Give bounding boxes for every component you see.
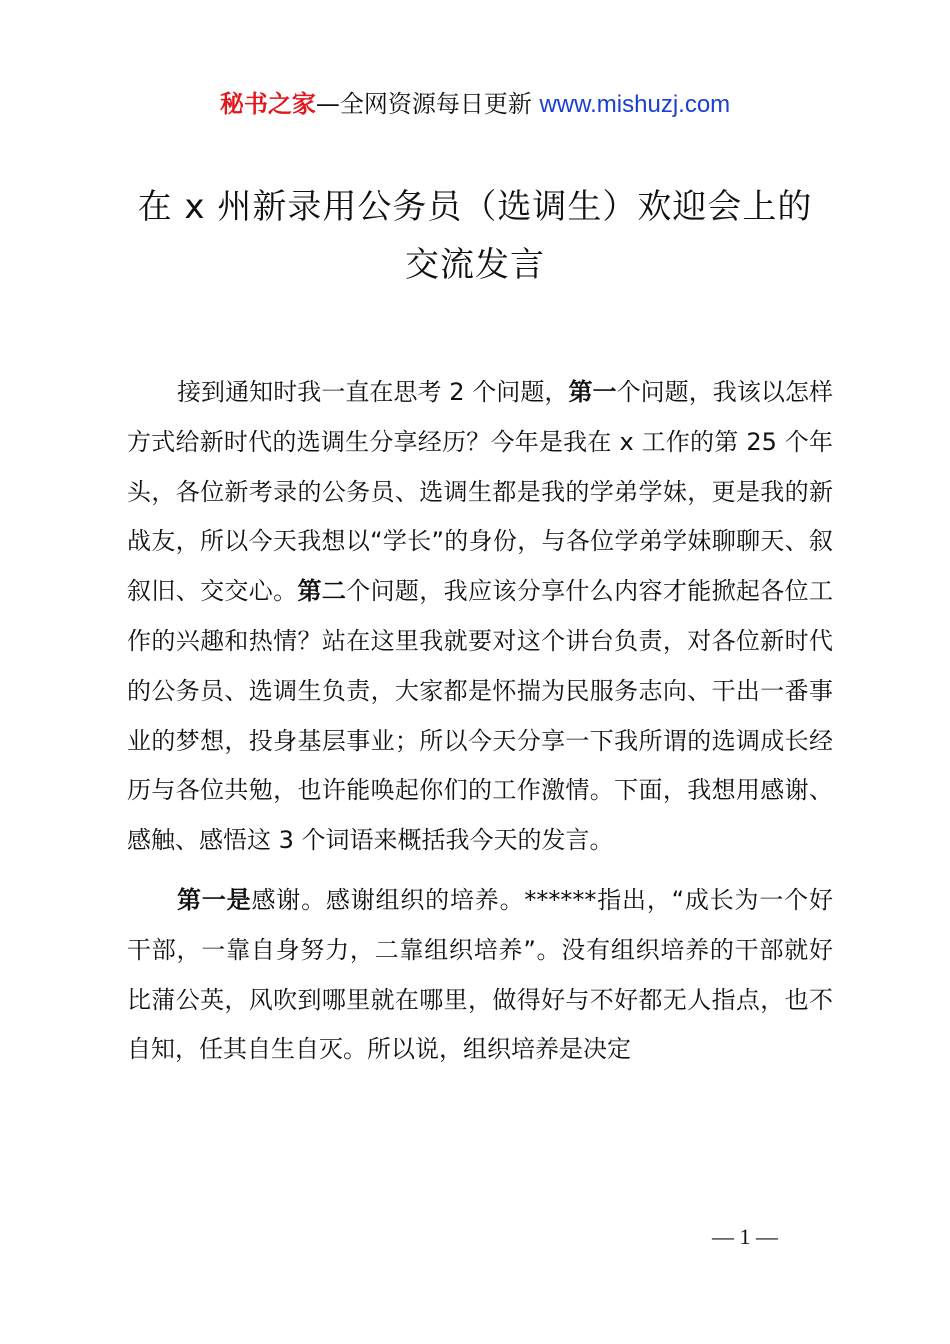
paragraph-text: 感谢。感谢组织的培养。******指出，“成长为一个好干部，一靠自身努力，二靠组织培养”。没有组织培养的干部就好比蒲公英，风吹到哪里就在哪里，做得好与不好都无人指点，也不自知，任其自生自灭。所以说，组织培养是决定	[127, 885, 834, 1064]
title-line-2: 交流发言	[405, 245, 545, 285]
paragraph-emphasis: 第二	[297, 577, 347, 606]
brand-name: 秘书之家	[219, 90, 316, 118]
document-body	[127, 368, 833, 1075]
header-tagline: —全网资源每日更新	[315, 90, 532, 118]
paragraph-1	[127, 368, 833, 866]
document-title	[0, 178, 950, 294]
paragraph-2	[127, 876, 833, 1075]
page-number: — 1 —	[712, 1224, 778, 1249]
header-url-link[interactable]: www.mishuzj.com	[539, 91, 731, 118]
paragraph-text: 个问题，我该以怎样方式给新时代的选调生分享经历？今年是我在 x 工作的第 25 个年头，各位新考录的公务员、选调生都是我的学弟学妹，更是我的新战友，所以今天我想以“学长”的身份，与各位学弟学妹聊聊天、叙叙旧、交交心。	[127, 378, 833, 606]
paragraph-emphasis: 第一	[568, 378, 617, 406]
paragraph-text: 接到通知时我一直在思考 2 个问题，	[177, 378, 569, 406]
title-line-1: 在 x 州新录用公务员（选调生）欢迎会上的	[137, 187, 813, 227]
paragraph-text: 个问题，我应该分享什么内容才能掀起各位工作的兴趣和热情？站在这里我就要对这个讲台负责，对各位新时代的公务员、选调生负责，大家都是怀揣为民服务志向、干出一番事业的梦想，投身基层事业；所以今天分享一下我所谓的选调成长经历与各位共勉，也许能唤起你们的工作激情。下面，我想用感谢、感触、感悟这 3 个词语来概括我今天的发言。	[127, 577, 834, 855]
site-header	[0, 86, 950, 123]
paragraph-emphasis: 第一是	[177, 885, 252, 914]
